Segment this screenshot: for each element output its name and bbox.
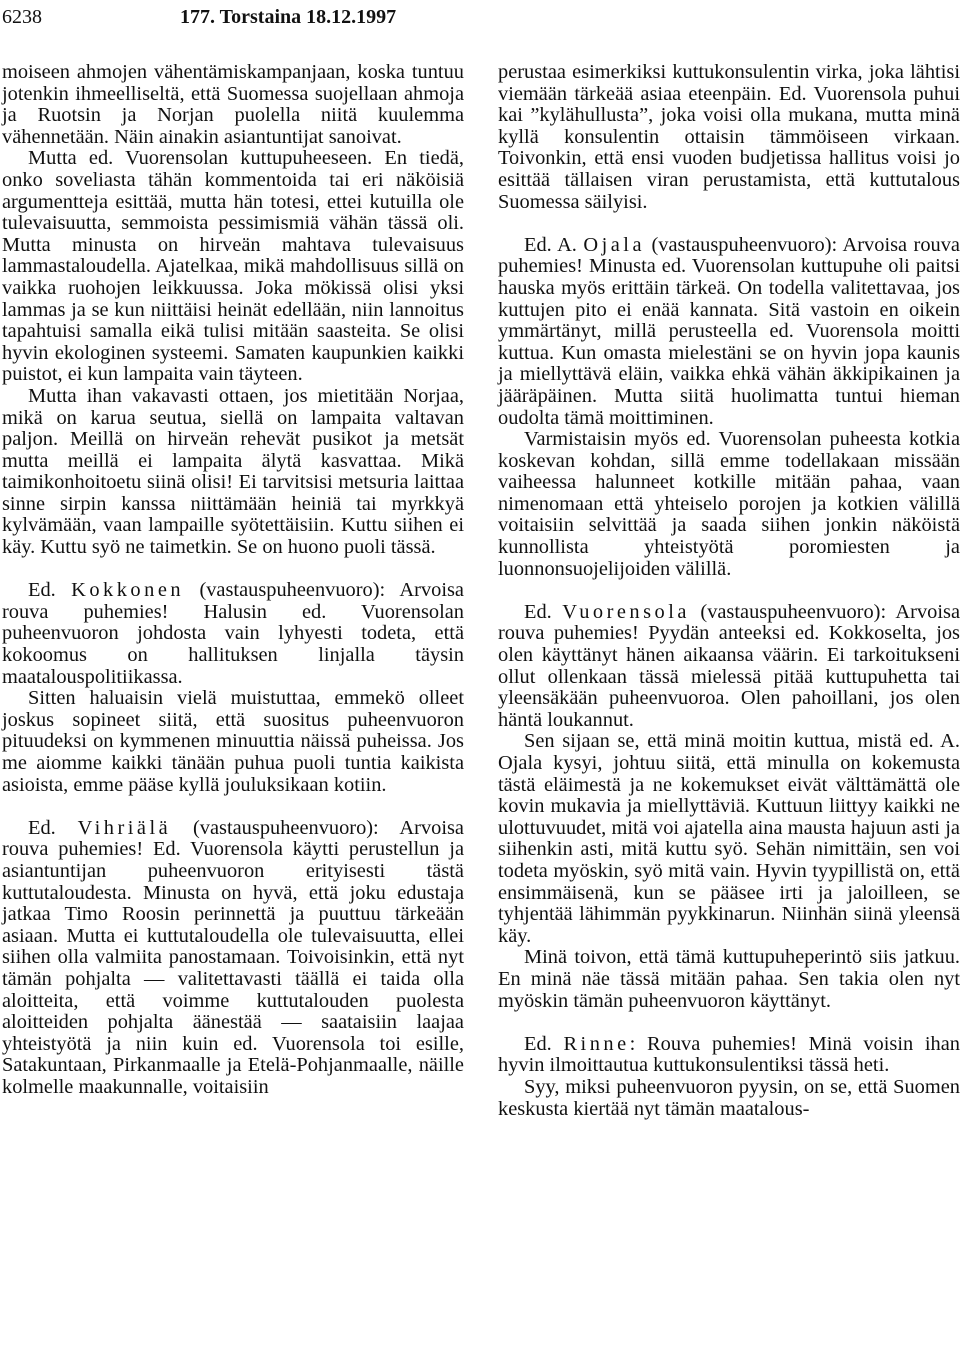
paragraph: Mutta ed. Vuorensolan kuttupuheeseen. En tiedä, onko soveliasta tähän kommentoida tai eri näköisiä argumentteja esittää, mutta hän totesi, ettei kutuilla ole tulevaisuutta, semmoista pessimismiä vähän tässä oli. Mutta minusta on hirveän mahtava tulevaisuus lammastaloudella. Ajatelkaa, mikä mahdollisuus sillä on vaikka ruohojen leikkuussa. Joka mökissä olisi yksi lammas ja se kun niittäisi heinät edellään, niin lannoitus tapahtuisi samalla eikä tulisi mitään saasteita. Se olisi hyvin ekologinen systeemi. Samaten kaupunkien kaikki puistot, ei kun lampaita vain täyteen. [2,147,464,386]
session-date: 177. Torstaina 18.12.1997 [180,6,397,28]
paragraph: Mutta ihan vakavasti ottaen, jos mietitään Norjaa, mikä on karua seutua, siellä on lampaita valtavan paljon. Meillä on hirveän rehevät pusikot ja metsät mutta meillä ei lampaita älytä kasvattaa. Mikä taimikonhoitoetu siinä olisi! Ei tarvitsisi metsuria laittaa sinne sirpin kanssa niittämään heiniä tai myrkkyä kylvämään, vaan lampaille syötettäisiin. Kuttu siihen ei käy. Kuttu syö ne taimetkin. Se on huono puoli tässä. [2,384,464,559]
page-number: 6238 [2,6,42,28]
speaker-name: Rinne [563,1032,630,1055]
speech-start [2,580,464,688]
speech-start [2,818,464,1099]
speech-text: (vastauspuheenvuoro): Arvoisa rouva puhemies! Halusin ed. Vuorensolan puheenvuoron johdosta vain lyhyesti todeta, että kokoomus on hallituksen linjalla täysin maatalouspolitiikassa. [2,579,464,688]
speaker-prefix: Ed. [524,1032,564,1055]
speaker-name: Kokkonen [71,579,185,602]
speech-text: (vastauspuheenvuoro): Arvoisa rouva puhemies! Ed. Vuorensola käytti perustellun ja asiantuntijan puheenvuoron erityisesti tästä kuttutaloudesta. Minusta on hyvä, että joku edustaja jatkaa Timo Roosin perinnettä ja puuttuu tärkeään asiaan. Mutta ei kuttutaloudella ole tulevaisuutta, ellei siihen olla valmiita panostamaan. Toivoisinkin, että nyt tämän pohjalta — valitettavasti täällä ei taida olla aloitteita, että voimme kuttutalouden puolesta aloitteiden pohjalta äänestää — saataisiin laajaa yhteistyötä ja niin kuin ed. Vuorensola toi esille, Satakuntaan, Pirkanmaalle ja Etelä-Pohjanmaalle, näille kolmelle maakunnalle, voitaisiin [2,816,464,1098]
paragraph: Sen sijaan se, että minä moitin kuttua, mistä ed. A. Ojala kysyi, johtuu siitä, että minulla on kokemusta tästä eläimestä ja ne kokemukset eivät välttämättä ole kovin mukavia ja miellyttäviä. Kuttuun liittyy kaikki ne ulottuvuudet, mitä voi ajatella aina mausta hajuun asti ja siihenkin asti, mitä kuttu syö. Sehän nimittäin, sen voi todeta myöskin, syö mitä vain. Hyvin tyypillistä on, että ensimmäisenä, kun se pääsee irti ja jaloilleen, se tyhjentää lähimmän pyykkinarun. Niinhän siinä yleensä käy. [498,730,960,947]
speaker-name: Ojala [583,233,646,256]
paragraph: perustaa esimerkiksi kuttukonsulentin virka, joka lähtisi viemään tärkeää asiaa eteenpäin. Ed. Vuorensola puhui kai ”kylähullusta”, joka voisi olla mukana, mutta minä kyllä konsulentin ottaisin tämmöiseen virkaan. Toivonkin, että ensi vuoden budjetissa hallitus voisi jo esittää tällaisen viran perustamista, että kuttutalous Suomessa säilyisi. [498,61,960,213]
paragraph: Minä toivon, että tämä kuttupuheperintö siis jatkuu. En minä näe tässä mitään pahaa. Sen takia olen nyt myöskin tämän puheenvuoron käyttänyt. [498,946,960,1012]
left-column [2,62,464,1099]
page-header [2,4,952,30]
speaker-name: Vuorensola [562,600,690,623]
paragraph: Sitten haluaisin vielä muistuttaa, emmekö olleet joskus sopineet siitä, että suositus puheenvuoron pituudeksi on kymmenen minuuttia näissä puheissa. Jos me aiomme kaikki tänään puhua puoli tuntia kaikista asioista, emme pääse kyllä jouluksikaan kotiin. [2,687,464,796]
right-column [498,62,960,1120]
speaker-prefix: Ed. A. [524,233,584,256]
speaker-prefix: Ed. [28,816,78,839]
speech-text: (vastauspuheenvuoro): Arvoisa rouva puhemies! Minusta ed. Vuorensolan kuttupuhe oli paitsi hauska myös erittäin tärkeä. On todella valitettavaa, jos kuttujen pito ei enää kannata. Sitä vastoin en oikein ymmärtänyt, millä perusteella ed. Vuorensola moitti kuttua. Kun omasta mielestäni se on hyvin jopa kaunis ja miellyttävä eläin, vaikka ehkä vähän äkkipikainen ja jääräpäinen. Mutta siitä huolimatta tuntui hieman oudolta tämä moittiminen. [498,233,960,429]
speaker-prefix: Ed. [524,600,563,623]
speech-start [498,1034,960,1077]
paragraph: Varmistaisin myös ed. Vuorensolan puheesta kotkia koskevan kohdan, sillä emme todellakaan missään vaiheessa halunneet kotkille mitään pahaa, vaan nimenomaan että yhteiselo porojen ja kotkien välillä voitaisiin selvittää ja saada siihen jonkin näköistä kunnollista yhteistyötä poromiesten ja luonnonsuojelijoiden välillä. [498,428,960,580]
speech-text: : Rouva puhemies! Minä voisin ihan hyvin ilmoittautua kuttukonsulentiksi tässä heti. [498,1032,960,1077]
speaker-prefix: Ed. [28,579,72,602]
paragraph: Syy, miksi puheenvuoron pyysin, on se, että Suomen keskusta kiertää nyt tämän maatalous- [498,1075,960,1120]
speech-start [498,235,960,429]
paragraph: moiseen ahmojen vähentämiskampanjaan, koska tuntuu jotenkin ihmeelliseltä, että Suomessa suojellaan ahmoja ja Ruotsin ja Norjan puolella niitä kuulemma vähennetään. Näin ainakin asiantuntijat sanoivat. [2,61,464,148]
speaker-name: Vihriälä [77,816,172,839]
speech-start [498,602,960,732]
speech-text: (vastauspuheenvuoro): Arvoisa rouva puhemies! Pyydän anteeksi ed. Kokkoselta, jos olen käyttänyt hänen aikaansa väärin. Ei tarkoitukseni ollut ollenkaan tässä mielessä pitää kuttupuhetta tai yleensäkään puheenvuoroa. Olen pahoillani, jos olen häntä loukannut. [498,600,960,731]
